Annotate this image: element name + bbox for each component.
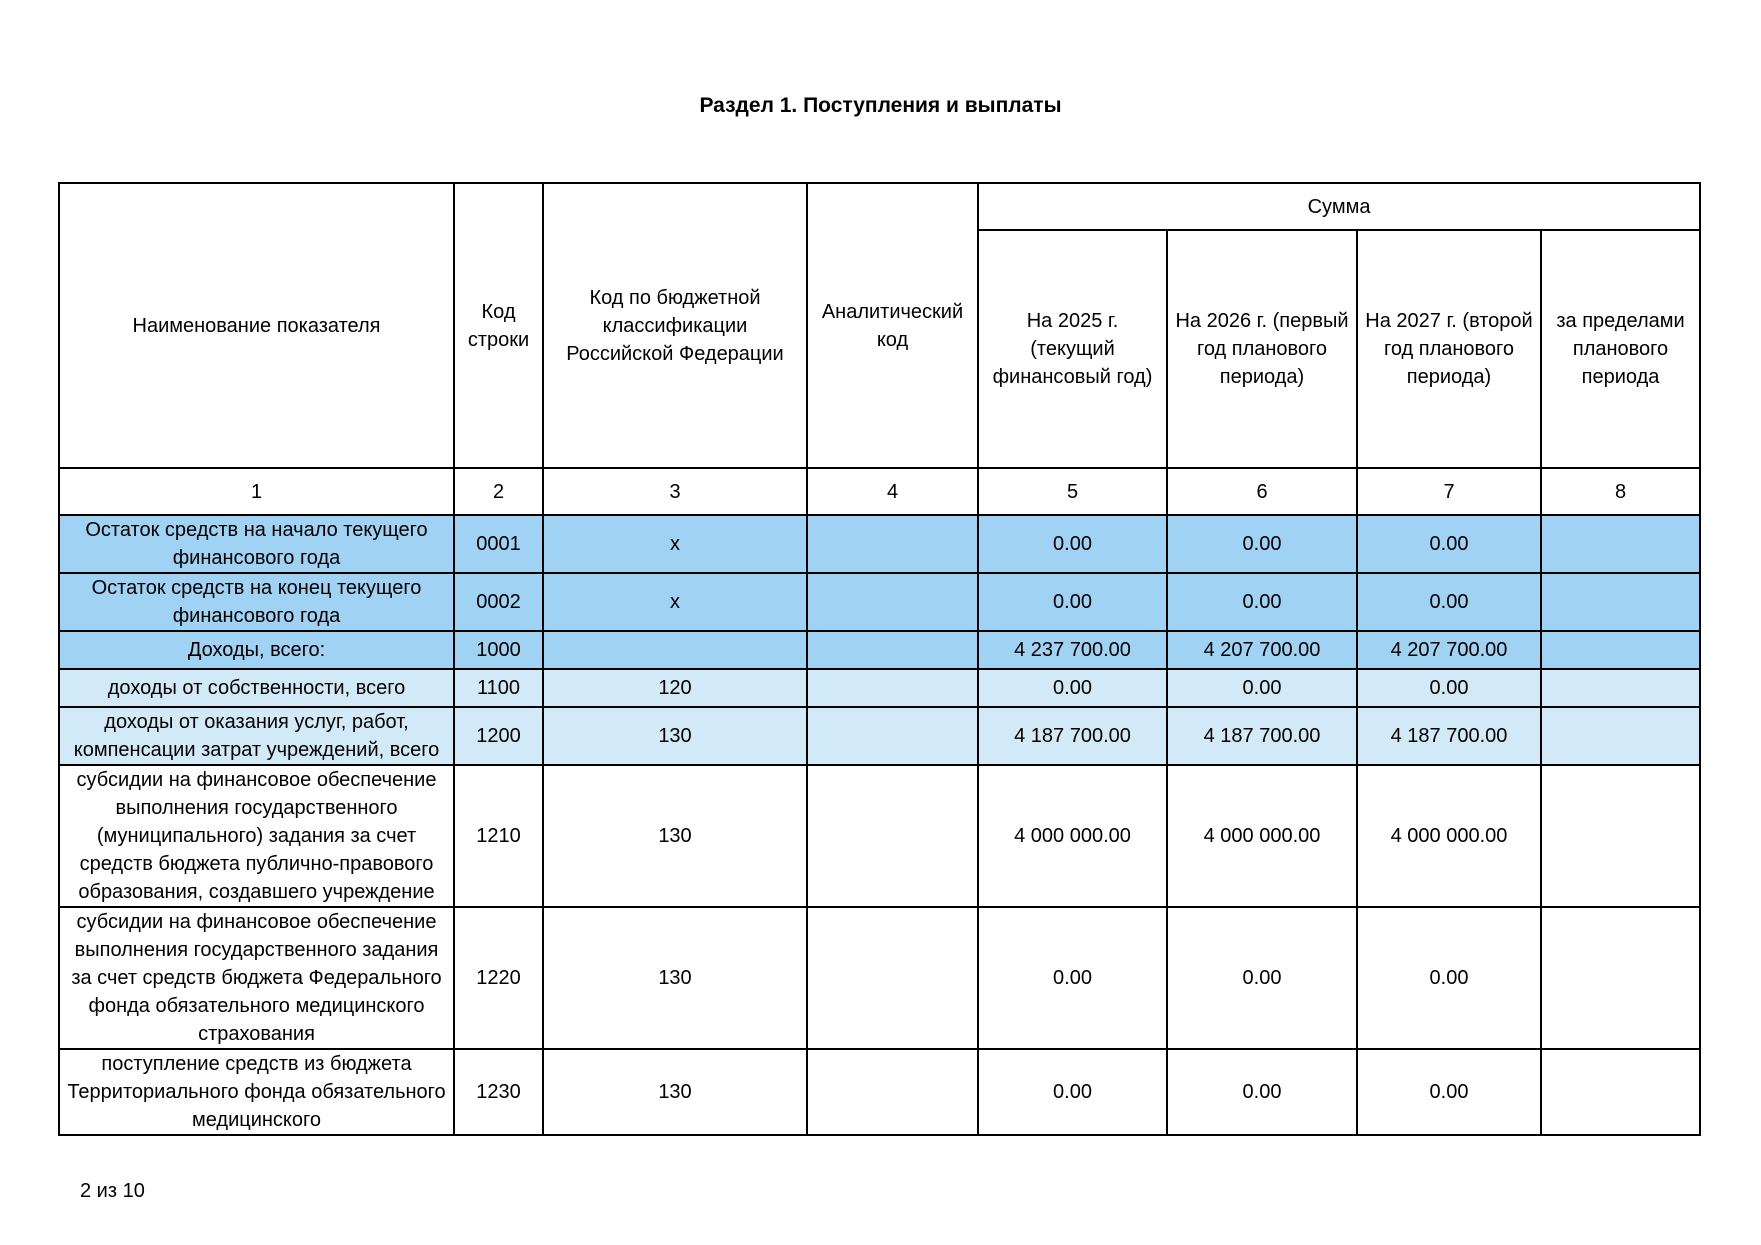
table-row	[59, 907, 1700, 1049]
row-value-2027: 4 187 700.00	[1357, 707, 1541, 765]
row-value-2025: 4 000 000.00	[978, 765, 1167, 907]
row-value-beyond	[1541, 707, 1700, 765]
row-code: 0001	[454, 515, 543, 573]
row-name: поступление средств из бюджета Территориального фонда обязательного медицинского	[59, 1049, 454, 1135]
row-name: доходы от собственности, всего	[59, 669, 454, 707]
row-value-2027: 0.00	[1357, 515, 1541, 573]
row-value-2027: 0.00	[1357, 907, 1541, 1049]
column-number: 5	[978, 468, 1167, 515]
row-budget-code: x	[543, 573, 807, 631]
header-2027: На 2027 г. (второй год планового периода)	[1357, 230, 1541, 468]
row-analytic-code	[807, 573, 978, 631]
header-sum: Сумма	[978, 183, 1700, 230]
row-value-2026: 0.00	[1167, 515, 1357, 573]
table-row	[59, 631, 1700, 669]
column-number: 4	[807, 468, 978, 515]
table-row	[59, 669, 1700, 707]
row-value-2026: 4 207 700.00	[1167, 631, 1357, 669]
row-value-2027: 0.00	[1357, 1049, 1541, 1135]
row-name: субсидии на финансовое обеспечение выполнения государственного задания за счет средств бюджета Федерального фонда обязательного медицинского страхования	[59, 907, 454, 1049]
column-number: 3	[543, 468, 807, 515]
column-number: 8	[1541, 468, 1700, 515]
header-name: Наименование показателя	[59, 183, 454, 468]
table-row	[59, 707, 1700, 765]
page-title: Раздел 1. Поступления и выплаты	[699, 94, 1062, 117]
row-name: доходы от оказания услуг, работ, компенсации затрат учреждений, всего	[59, 707, 454, 765]
row-value-2026: 0.00	[1167, 573, 1357, 631]
row-code: 1210	[454, 765, 543, 907]
row-value-2025: 4 187 700.00	[978, 707, 1167, 765]
table-row	[59, 765, 1700, 907]
row-code: 0002	[454, 573, 543, 631]
row-value-beyond	[1541, 765, 1700, 907]
row-code: 1220	[454, 907, 543, 1049]
row-budget-code: x	[543, 515, 807, 573]
column-numbers-row	[59, 468, 1700, 515]
row-value-2027: 4 207 700.00	[1357, 631, 1541, 669]
row-name: Остаток средств на начало текущего финансового года	[59, 515, 454, 573]
header-beyond: за пределами планового периода	[1541, 230, 1700, 468]
header-budget-code: Код по бюджетной классификации Российской Федерации	[543, 183, 807, 468]
row-budget-code: 120	[543, 669, 807, 707]
row-analytic-code	[807, 907, 978, 1049]
row-value-2025: 4 237 700.00	[978, 631, 1167, 669]
row-value-2026: 0.00	[1167, 907, 1357, 1049]
row-value-beyond	[1541, 631, 1700, 669]
row-budget-code: 130	[543, 707, 807, 765]
row-value-beyond	[1541, 669, 1700, 707]
row-analytic-code	[807, 515, 978, 573]
table-row	[59, 1049, 1700, 1135]
row-value-2026: 0.00	[1167, 669, 1357, 707]
row-value-beyond	[1541, 573, 1700, 631]
row-value-2025: 0.00	[978, 515, 1167, 573]
column-number: 2	[454, 468, 543, 515]
row-name: субсидии на финансовое обеспечение выполнения государственного (муниципального) задания за счет средств бюджета публично-правового образования, создавшего учреждение	[59, 765, 454, 907]
row-code: 1100	[454, 669, 543, 707]
row-value-beyond	[1541, 1049, 1700, 1135]
row-budget-code: 130	[543, 907, 807, 1049]
row-analytic-code	[807, 631, 978, 669]
column-number: 6	[1167, 468, 1357, 515]
header-row-1	[59, 183, 1700, 230]
column-number: 7	[1357, 468, 1541, 515]
header-2026: На 2026 г. (первый год планового периода)	[1167, 230, 1357, 468]
row-code: 1000	[454, 631, 543, 669]
row-analytic-code	[807, 669, 978, 707]
row-analytic-code	[807, 707, 978, 765]
row-budget-code: 130	[543, 765, 807, 907]
row-name: Остаток средств на конец текущего финансового года	[59, 573, 454, 631]
row-value-2027: 0.00	[1357, 573, 1541, 631]
page-number: 2 из 10	[80, 1180, 145, 1202]
row-value-beyond	[1541, 515, 1700, 573]
row-value-2026: 4 000 000.00	[1167, 765, 1357, 907]
row-name: Доходы, всего:	[59, 631, 454, 669]
row-value-beyond	[1541, 907, 1700, 1049]
row-value-2027: 4 000 000.00	[1357, 765, 1541, 907]
row-value-2025: 0.00	[978, 669, 1167, 707]
row-code: 1230	[454, 1049, 543, 1135]
header-row-code: Код строки	[454, 183, 543, 468]
table-row	[59, 573, 1700, 631]
row-budget-code: 130	[543, 1049, 807, 1135]
table-row	[59, 515, 1700, 573]
header-analytic-code: Аналитический код	[807, 183, 978, 468]
column-number: 1	[59, 468, 454, 515]
row-value-2026: 0.00	[1167, 1049, 1357, 1135]
row-value-2025: 0.00	[978, 907, 1167, 1049]
row-analytic-code	[807, 765, 978, 907]
income-payments-table	[58, 182, 1701, 1136]
row-analytic-code	[807, 1049, 978, 1135]
row-code: 1200	[454, 707, 543, 765]
row-value-2025: 0.00	[978, 573, 1167, 631]
row-value-2025: 0.00	[978, 1049, 1167, 1135]
row-value-2027: 0.00	[1357, 669, 1541, 707]
header-2025: На 2025 г. (текущий финансовый год)	[978, 230, 1167, 468]
row-budget-code	[543, 631, 807, 669]
row-value-2026: 4 187 700.00	[1167, 707, 1357, 765]
